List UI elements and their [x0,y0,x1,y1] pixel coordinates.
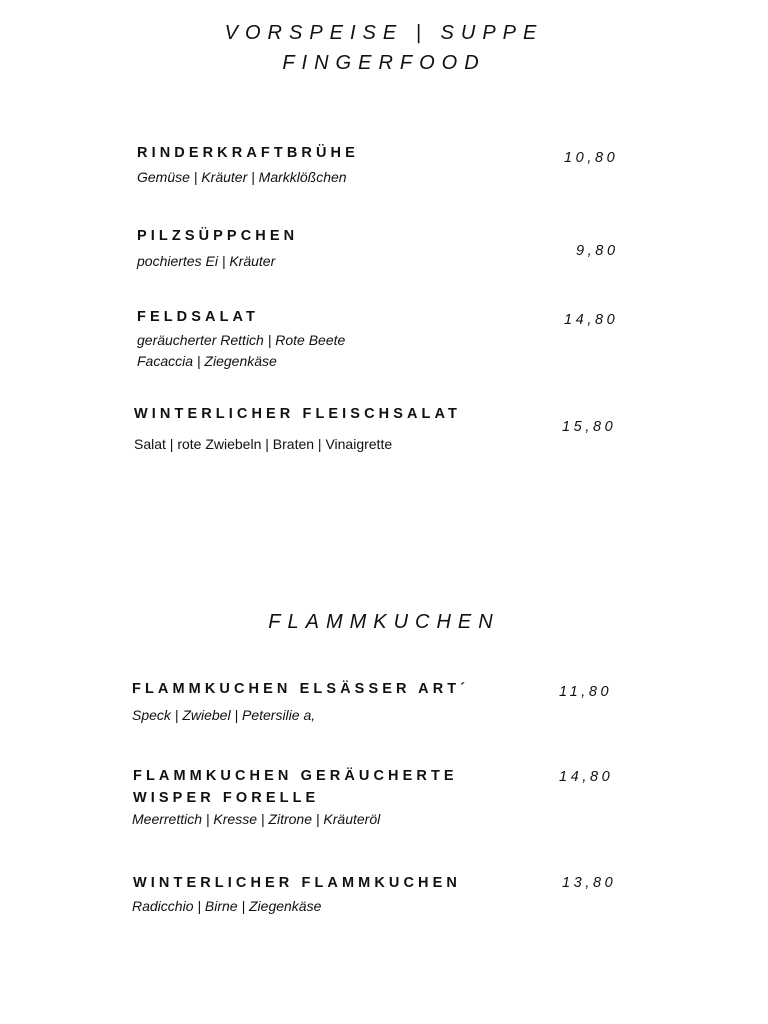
menu-item-price: 14,80 [564,312,619,328]
menu-item-price: 9,80 [576,243,619,259]
menu-item-name: FLAMMKUCHEN GERÄUCHERTE [133,768,458,784]
section-title-vorspeise [0,18,768,78]
menu-item-price: 14,80 [559,769,614,785]
menu-item-description: geräucherter Rettich | Rote Beete [137,332,346,348]
section-title-flammkuchen [0,607,768,637]
menu-item-description: Speck | Zwiebel | Petersilie a, [132,707,316,723]
menu-item-name: RINDERKRAFTBRÜHE [137,145,359,161]
menu-item-price: 15,80 [562,419,617,435]
menu-item-description: Gemüse | Kräuter | Markklößchen [137,169,347,185]
menu-item-name: FLAMMKUCHEN ELSÄSSER ART´ [132,681,470,697]
menu-item-name: WISPER FORELLE [133,790,320,806]
menu-item-price: 10,80 [564,150,619,166]
menu-item-description: Meerrettich | Kresse | Zitrone | Kräuteröl [132,811,381,827]
section-title-line: VORSPEISE | SUPPE [224,22,544,44]
menu-item-name: WINTERLICHER FLEISCHSALAT [134,406,461,422]
menu-item-price: 13,80 [562,875,617,891]
menu-item-description: pochiertes Ei | Kräuter [137,253,276,269]
menu-item-price: 11,80 [559,684,613,700]
menu-item-name: PILZSÜPPCHEN [137,228,299,244]
menu-item-name: FELDSALAT [137,309,260,325]
section-title-line: FLAMMKUCHEN [268,611,500,633]
menu-item-description: Salat | rote Zwiebeln | Braten | Vinaigrette [134,436,393,452]
section-title-line: FINGERFOOD [282,52,486,74]
menu-item-description: Radicchio | Birne | Ziegenkäse [132,898,322,914]
menu-item-description: Facaccia | Ziegenkäse [137,353,277,369]
menu-item-name: WINTERLICHER FLAMMKUCHEN [133,875,461,891]
